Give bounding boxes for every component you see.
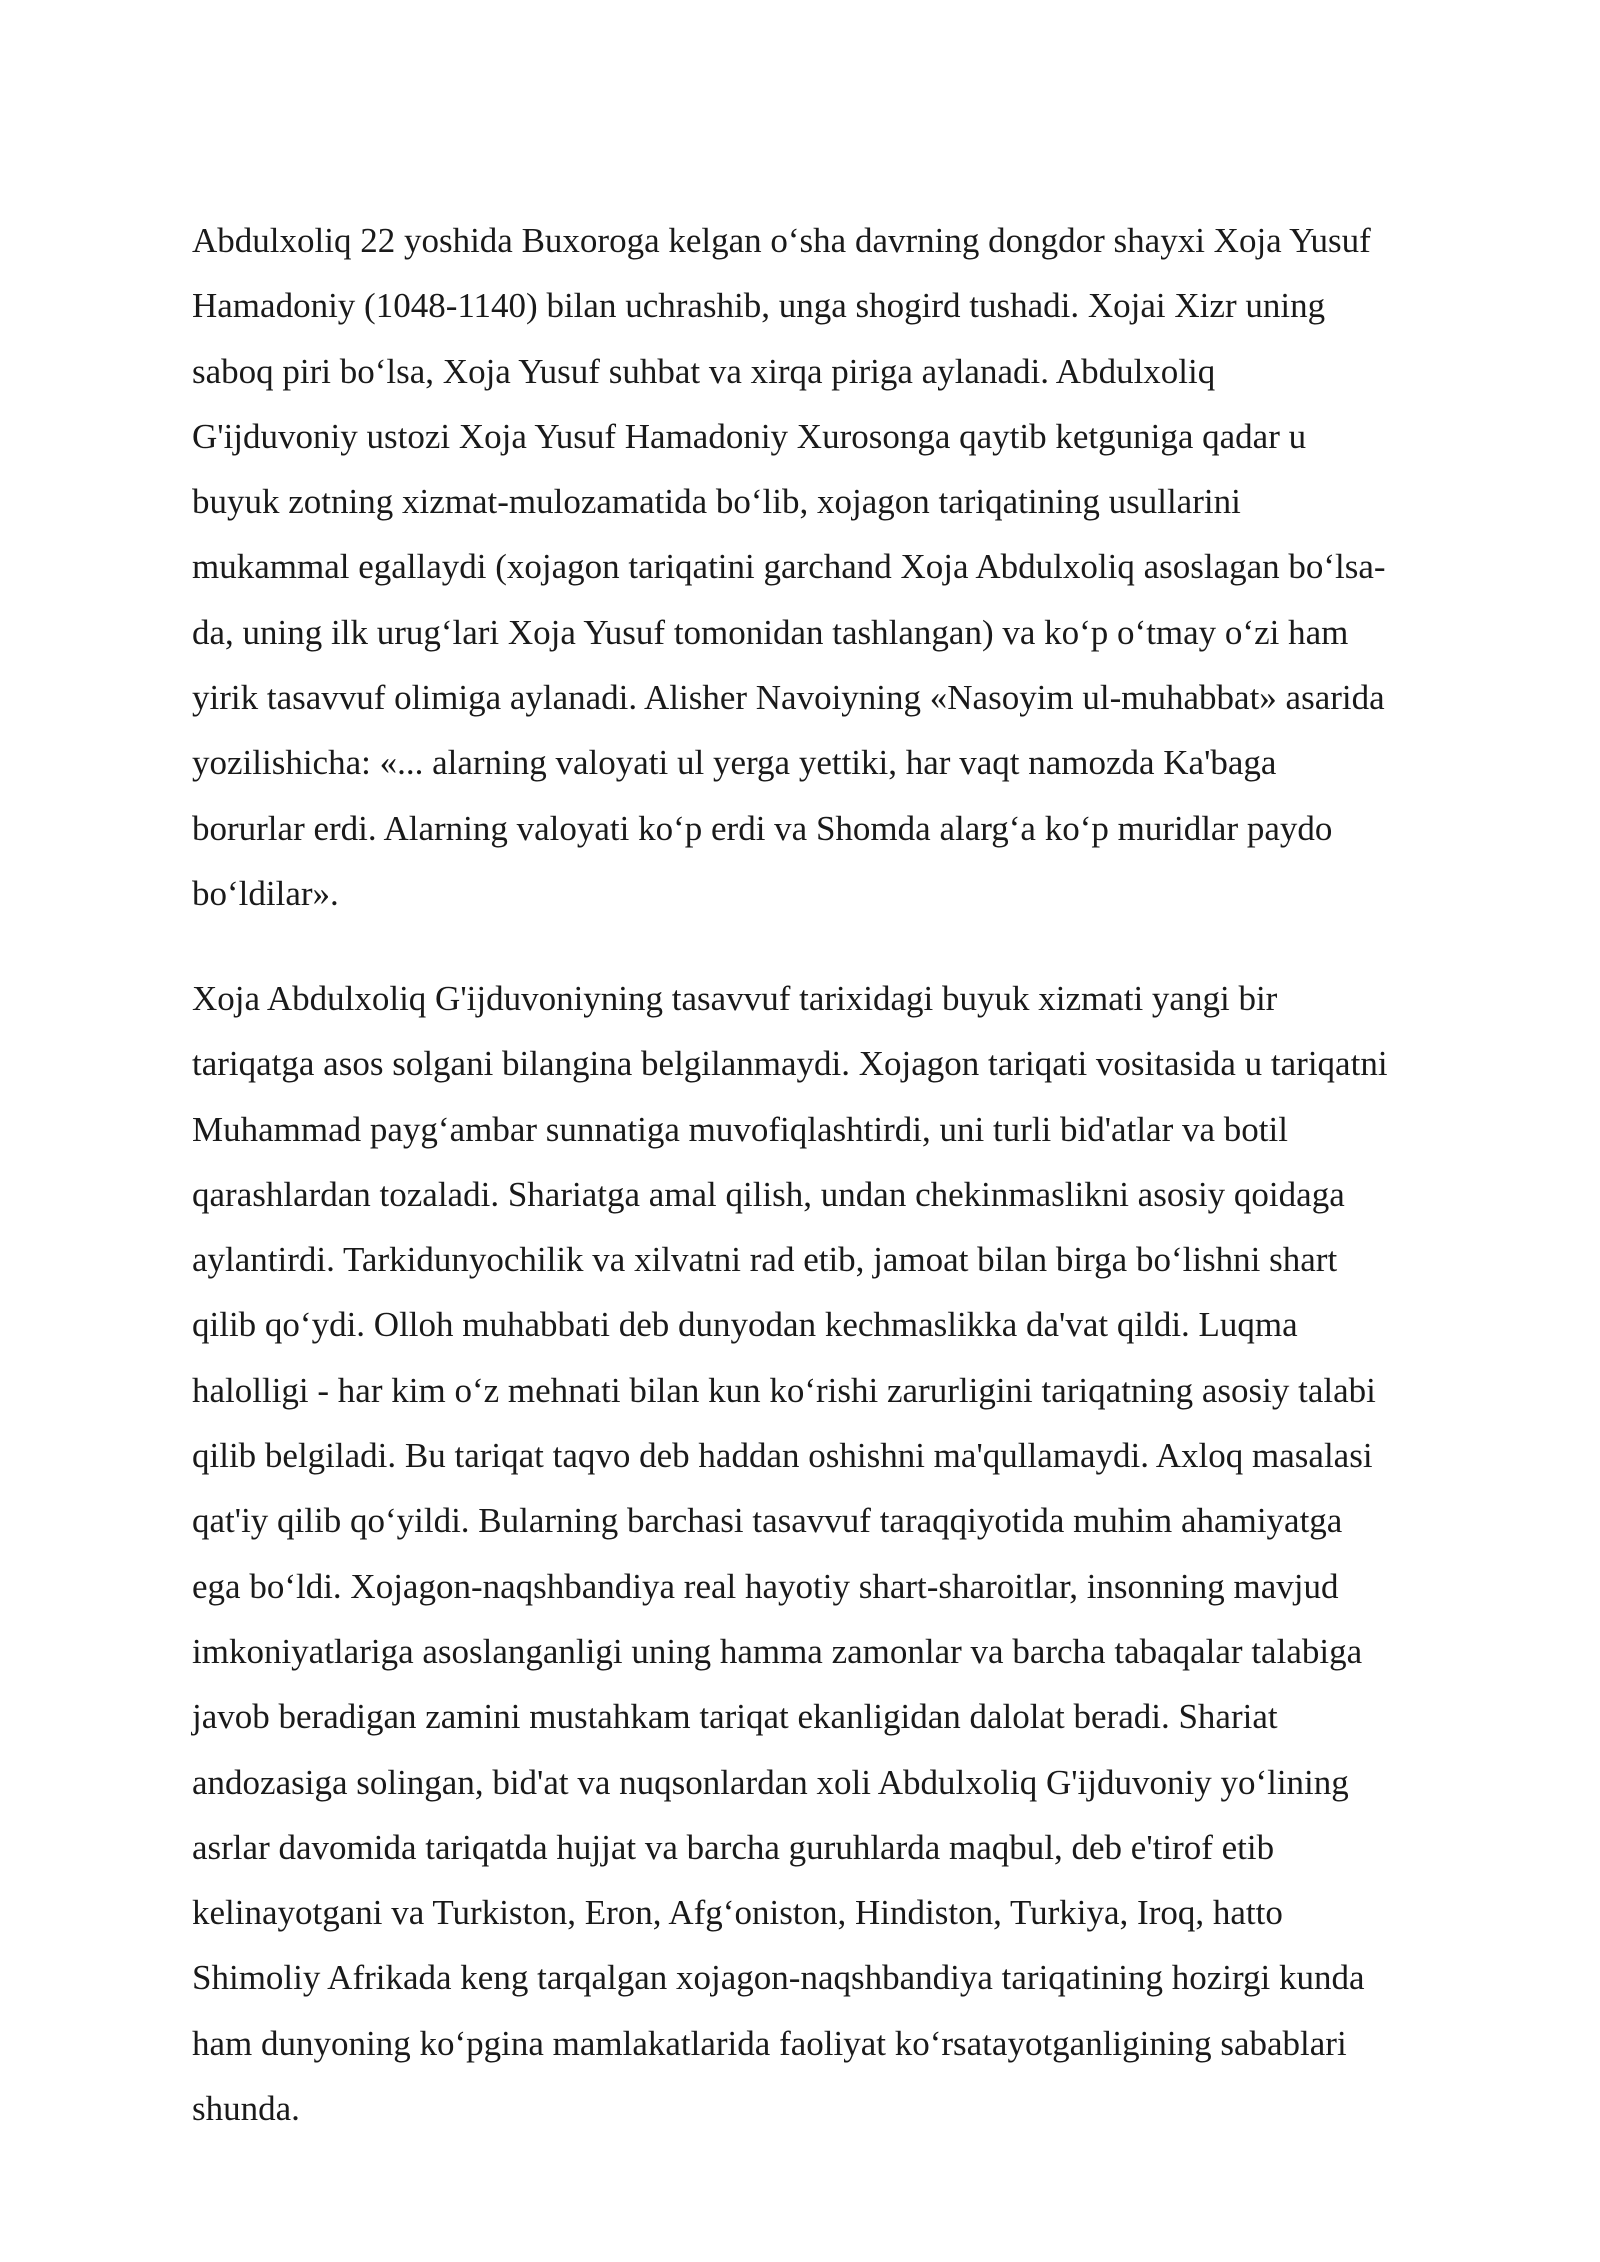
paragraph-line: imkoniyatlariga asoslanganligi uning hamma zamonlar va barcha tabaqalar talabiga [192,1631,1363,1671]
paragraph-1 [192,208,1494,926]
paragraph-line: da, uning ilk urug‘lari Xoja Yusuf tomonidan tashlangan) va ko‘p o‘tmay o‘zi ham [192,612,1349,652]
paragraph-line: buyuk zotning xizmat-mulozamatida bo‘lib, xojagon tariqatining usullarini [192,482,1241,522]
paragraph-line: kelinayotgani va Turkiston, Eron, Afg‘oniston, Hindiston, Turkiya, Iroq, hatto [192,1893,1283,1933]
paragraph-line: ega bo‘ldi. Xojagon-naqshbandiya real hayotiy shart-sharoitlar, insonning mavjud [192,1566,1339,1606]
paragraph-line: shunda. [192,2089,300,2129]
paragraph-line: bo‘ldilar». [192,873,339,913]
paragraph-line: qilib qo‘ydi. Olloh muhabbati deb dunyodan kechmaslikka da'vat qildi. Luqma [192,1305,1298,1345]
paragraph-line: aylantirdi. Tarkidunyochilik va xilvatni rad etib, jamoat bilan birga bo‘lishni shart [192,1240,1338,1280]
paragraph-line: Hamadoniy (1048-1140) bilan uchrashib, unga shogird tushadi. Xojai Xizr uning [192,286,1326,326]
paragraph-line: tariqatga asos solgani bilangina belgilanmaydi. Xojagon tariqati vositasida u tariqatni [192,1044,1388,1084]
paragraph-2 [192,966,1494,2141]
paragraph-line: qat'iy qilib qo‘yildi. Bularning barchasi tasavvuf taraqqiyotida muhim ahamiyatga [192,1501,1343,1541]
paragraph-line: Muhammad payg‘ambar sunnatiga muvofiqlashtirdi, uni turli bid'atlar va botil [192,1109,1288,1149]
paragraph-line: Shimoliy Afrikada keng tarqalgan xojagon-naqshbandiya tariqatining hozirgi kunda [192,1958,1365,1998]
paragraph-line: Xoja Abdulxoliq G'ijduvoniyning tasavvuf tarixidagi buyuk xizmati yangi bir [192,979,1278,1018]
paragraph-line: qilib belgiladi. Bu tariqat taqvo deb haddan oshishni ma'qullamaydi. Axloq masalasi [192,1436,1373,1476]
paragraph-line: yirik tasavvuf olimiga aylanadi. Alisher Navoiyning «Nasoyim ul-muhabbat» asarida [192,678,1385,718]
paragraph-line: saboq piri bo‘lsa, Xoja Yusuf suhbat va xirqa piriga aylanadi. Abdulxoliq [192,351,1216,391]
paragraph-line: yozilishicha: «... alarning valoyati ul yerga yettiki, har vaqt namozda Ka'baga [192,743,1277,783]
paragraph-line: G'ijduvoniy ustozi Xoja Yusuf Hamadoniy Xurosonga qaytib ketguniga qadar u [192,416,1307,456]
paragraph-line: asrlar davomida tariqatda hujjat va barcha guruhlarda maqbul, deb e'tirof etib [192,1827,1275,1867]
paragraph-line: andozasiga solingan, bid'at va nuqsonlardan xoli Abdulxoliq G'ijduvoniy yo‘lining [192,1762,1349,1802]
paragraph-line: javob beradigan zamini mustahkam tariqat ekanligidan dalolat beradi. Shariat [192,1697,1278,1737]
paragraph-line: mukammal egallaydi (xojagon tariqatini garchand Xoja Abdulxoliq asoslagan bo‘lsa- [192,547,1386,587]
paragraph-line: ham dunyoning ko‘pgina mamlakatlarida faoliyat ko‘rsatayotganligining sabablari [192,2023,1347,2063]
paragraph-line: halolligi - har kim o‘z mehnati bilan kun ko‘rishi zarurligini tariqatning asosiy talabi [192,1370,1376,1410]
paragraph-line: qarashlardan tozaladi. Shariatga amal qilish, undan chekinmaslikni asosiy qoidaga [192,1174,1345,1214]
paragraph-line: Abdulxoliq 22 yoshida Buxoroga kelgan o‘sha davrning dongdor shayxi Xoja Yusuf [192,221,1371,260]
paragraph-line: borurlar erdi. Alarning valoyati ko‘p erdi va Shomda alarg‘a ko‘p muridlar paydo [192,808,1333,848]
